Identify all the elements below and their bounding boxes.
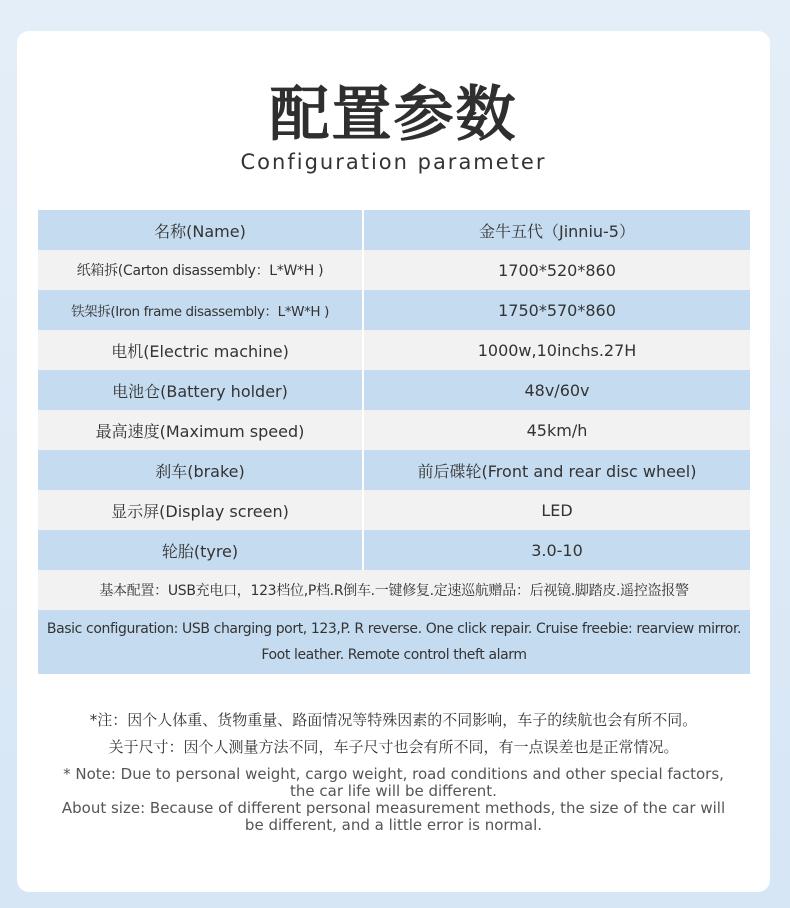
note-cn-line1: *注：因个人体重、货物重量、路面情况等特殊因素的不同影响，车子的续航也会有所不同。 xyxy=(89,711,698,729)
page-subtitle: Configuration parameter xyxy=(240,150,547,174)
row-label: 电池仓(Battery holder) xyxy=(38,370,363,410)
notes-en xyxy=(47,766,740,834)
row-value: 3.0-10 xyxy=(363,530,750,570)
row-label: 名称(Name) xyxy=(38,210,363,250)
row-value: 48v/60v xyxy=(363,370,750,410)
table-row xyxy=(38,410,750,450)
basic-config-en-line1: Basic configuration: USB charging port, 123,P. R reverse. One click repair. Cruise freebie: rearview mirror. xyxy=(46,621,742,637)
note-en-line3: About size: Because of different personal measurement methods, the size of the car will xyxy=(61,799,726,817)
row-value: 前后碟轮(Front and rear disc wheel) xyxy=(363,450,750,490)
note-en-line4: be different, and a little error is normal. xyxy=(244,816,543,834)
table-row xyxy=(38,570,750,610)
basic-config-cn: 基本配置：USB充电口，123档位,P档.R倒车.一键修复.定速巡航赠品：后视镜.脚踏皮.遥控盗报警 xyxy=(38,570,750,610)
table-row xyxy=(38,330,750,370)
table-row xyxy=(38,450,750,490)
row-label: 纸箱拆(Carton disassembly：L*W*H ) xyxy=(38,250,363,290)
note-cn-line2: 关于尺寸：因个人测量方法不同，车子尺寸也会有所不同，有一点误差也是正常情况。 xyxy=(108,738,679,756)
spec-table xyxy=(38,210,750,674)
row-label: 显示屏(Display screen) xyxy=(38,490,363,530)
basic-config-en xyxy=(38,610,750,674)
row-label: 铁架拆(Iron frame disassembly：L*W*H ) xyxy=(38,290,363,330)
note-en-line1: * Note: Due to personal weight, cargo weight, road conditions and other special factors, xyxy=(63,765,724,783)
table-row xyxy=(38,610,750,674)
table-row xyxy=(38,490,750,530)
table-row xyxy=(38,530,750,570)
row-value: 金牛五代（Jinniu-5） xyxy=(363,210,750,250)
page-title: 配置参数 xyxy=(269,80,518,150)
table-row xyxy=(38,290,750,330)
row-label: 最高速度(Maximum speed) xyxy=(38,410,363,450)
notes-cn xyxy=(17,707,770,761)
row-label: 刹车(brake) xyxy=(38,450,363,490)
table-row xyxy=(38,210,750,250)
basic-config-en-line2: Foot leather. Remote control theft alarm xyxy=(261,647,527,663)
note-en-line2: the car life will be different. xyxy=(290,782,497,800)
row-value: 1000w,10inchs.27H xyxy=(363,330,750,370)
row-value: LED xyxy=(363,490,750,530)
row-label: 轮胎(tyre) xyxy=(38,530,363,570)
row-value: 45km/h xyxy=(363,410,750,450)
row-value: 1700*520*860 xyxy=(363,250,750,290)
spec-card xyxy=(17,31,770,892)
row-value: 1750*570*860 xyxy=(363,290,750,330)
table-row xyxy=(38,370,750,410)
table-row xyxy=(38,250,750,290)
row-label: 电机(Electric machine) xyxy=(38,330,363,370)
